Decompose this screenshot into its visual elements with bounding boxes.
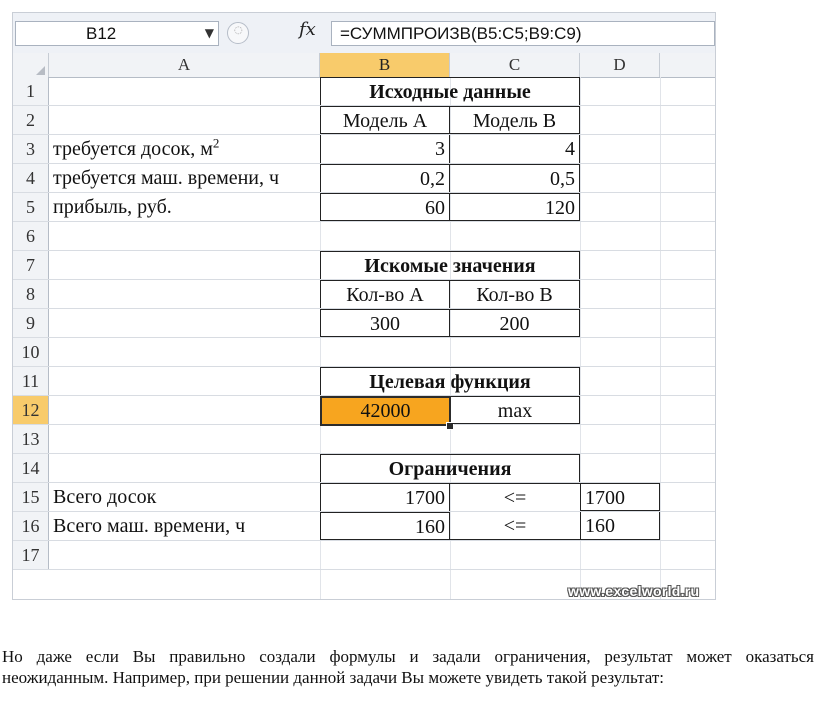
cell-b16[interactable]: 160	[320, 512, 450, 540]
formula-bar-handle-icon[interactable]: ◌	[227, 22, 249, 44]
insert-function-icon[interactable]: fx	[299, 19, 316, 40]
row-header[interactable]: 2	[13, 106, 49, 134]
cell-b12: 42000	[360, 400, 411, 422]
cell-c16[interactable]: <=	[450, 512, 580, 540]
sheet-row	[13, 396, 715, 425]
cell-b2[interactable]: Модель А	[320, 106, 450, 134]
cell-d16[interactable]: 160	[580, 512, 660, 540]
sheet-row	[13, 77, 715, 106]
cell-c12[interactable]: max	[451, 396, 580, 424]
sheet-row	[13, 541, 715, 570]
selected-cell-b12[interactable]	[320, 396, 451, 426]
cell-b9[interactable]: 300	[320, 309, 450, 337]
paragraph-line-2: неожиданным. Например, при решении данной задачи Вы можете увидеть такой результат:	[2, 668, 664, 687]
cell-b15[interactable]: 1700	[320, 483, 450, 511]
cell-a16[interactable]: Всего маш. времени, ч	[53, 515, 246, 537]
row-header[interactable]: 6	[13, 222, 49, 250]
row-header[interactable]: 16	[13, 512, 49, 540]
excel-window	[12, 12, 716, 600]
cell-a4[interactable]: требуется маш. времени, ч	[53, 167, 280, 189]
cell-a15[interactable]: Всего досок	[53, 486, 157, 508]
sheet-row	[13, 367, 715, 396]
sheet-row	[13, 454, 715, 483]
cell-c3[interactable]: 4	[450, 135, 580, 163]
cell-b7[interactable]: Искомые значения	[320, 251, 580, 279]
cell-b14[interactable]: Ограничения	[320, 454, 580, 482]
cell-b4[interactable]: 0,2	[320, 164, 450, 192]
sheet-row	[13, 251, 715, 280]
row-header[interactable]: 13	[13, 425, 49, 453]
select-all-corner[interactable]	[13, 53, 49, 77]
cell-c15[interactable]: <=	[450, 483, 580, 511]
column-header-b[interactable]: B	[320, 53, 450, 77]
sheet-row	[13, 106, 715, 135]
cell-c8[interactable]: Кол-во В	[450, 280, 580, 308]
cell-c9[interactable]: 200	[450, 309, 580, 337]
sheet-row	[13, 193, 715, 222]
sheet-row	[13, 222, 715, 251]
cell-a3[interactable]	[49, 135, 320, 163]
row-header[interactable]: 10	[13, 338, 49, 366]
name-box-value: B12	[86, 24, 117, 43]
formula-text: =СУММПРОИЗВ(B5:C5;B9:C9)	[340, 24, 582, 43]
paragraph-line-1: Но даже если Вы правильно создали формулы и задали ограничения, результат может оказаться	[2, 647, 814, 666]
cell-c2[interactable]: Модель В	[450, 106, 580, 134]
sheet-row	[13, 280, 715, 309]
row-header[interactable]: 4	[13, 164, 49, 192]
sheet-row	[13, 338, 715, 367]
cell-c4[interactable]: 0,5	[450, 164, 580, 192]
cell-c5[interactable]: 120	[450, 193, 580, 221]
sheet-row	[13, 164, 715, 193]
chevron-down-icon[interactable]: ▼	[204, 26, 214, 40]
cell-b8[interactable]: Кол-во А	[320, 280, 450, 308]
cell-b5[interactable]: 60	[320, 193, 450, 221]
sheet-row	[13, 483, 715, 512]
sheet-row	[13, 512, 715, 541]
worksheet-grid	[13, 77, 715, 599]
row-header[interactable]: 11	[13, 367, 49, 395]
cell-a3-superscript: 2	[212, 135, 220, 151]
row-header[interactable]: 7	[13, 251, 49, 279]
row-header[interactable]: 9	[13, 309, 49, 337]
column-header-d[interactable]: D	[580, 53, 660, 77]
row-header[interactable]: 14	[13, 454, 49, 482]
name-box[interactable]	[15, 21, 219, 46]
row-header[interactable]: 3	[13, 135, 49, 163]
body-paragraph	[2, 646, 814, 688]
row-header[interactable]: 5	[13, 193, 49, 221]
row-header[interactable]: 8	[13, 280, 49, 308]
row-header[interactable]: 1	[13, 77, 49, 105]
column-headers	[13, 53, 715, 78]
sheet-row	[13, 425, 715, 454]
cell-b11[interactable]: Целевая функция	[320, 367, 580, 395]
cell-b3[interactable]: 3	[320, 135, 450, 163]
row-header[interactable]: 15	[13, 483, 49, 511]
formula-bar	[13, 13, 715, 54]
formula-input[interactable]	[331, 21, 715, 46]
cell-d15[interactable]: 1700	[580, 483, 660, 511]
sheet-row	[13, 135, 715, 164]
column-header-c[interactable]: C	[450, 53, 580, 77]
cell-a5[interactable]: прибыль, руб.	[53, 196, 172, 218]
row-header[interactable]: 17	[13, 541, 49, 569]
sheet-row	[13, 309, 715, 338]
cell-a3-text: требуется досок, м	[53, 138, 213, 160]
row-header[interactable]: 12	[13, 396, 49, 424]
column-header-a[interactable]: A	[49, 53, 320, 77]
watermark-text: www.excelworld.ru	[568, 583, 700, 599]
cell-b1[interactable]: Исходные данные	[320, 77, 580, 105]
